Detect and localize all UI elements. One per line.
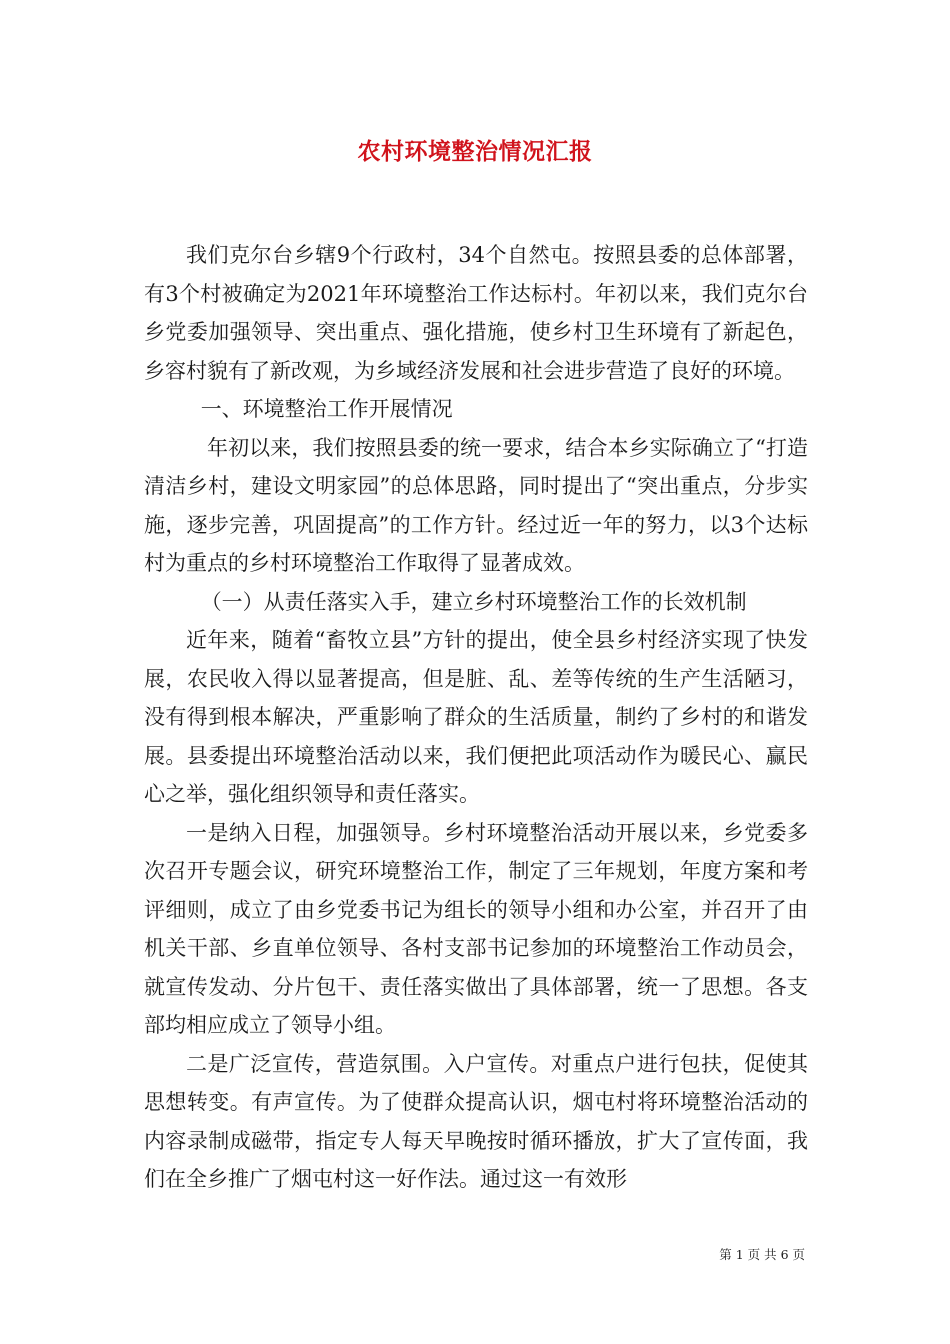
paragraph-point-one: 一是纳入日程，加强领导。乡村环境整治活动开展以来，乡党委多次召开专题会议，研究环境整治工作，制定了三年规划，年度方案和考评细则，成立了由乡党委书记为组长的领导小组和办公室，并召开了由机关干部、乡直单位领导、各村支部书记参加的环境整治工作动员会，就宣传发动、分片包干、责任落实做出了具体部署，统一了思想。各支部均相应成立了领导小组。 <box>144 820 808 1037</box>
paragraph-point-two: 二是广泛宣传，营造氛围。入户宣传。对重点户进行包扶，促使其思想转变。有声宣传。为了使群众提高认识，烟屯村将环境整治活动的内容录制成磁带，指定专人每天早晚按时循环播放，扩大了宣传面，我们在全乡推广了烟屯村这一好作法。通过这一有效形 <box>144 1051 808 1191</box>
subsection-heading-1: （一）从责任落实入手，建立乡村环境整治工作的长效机制 <box>200 589 747 614</box>
page-number: 第 1 页 共 6 页 <box>719 1247 805 1262</box>
document-title: 农村环境整治情况汇报 <box>357 138 593 165</box>
document-body <box>144 236 808 1199</box>
section-heading-1: 一、环境整治工作开展情况 <box>200 397 453 421</box>
paragraph-overview: 年初以来，我们按照县委的统一要求，结合本乡实际确立了“打造清洁乡村，建设文明家园”的总体思路，同时提出了“突出重点，分步实施，逐步完善，巩固提高”的工作方针。经过近一年的努力，以3个达标村为重点的乡村环境整治工作取得了显著成效。 <box>144 435 808 575</box>
paragraph-intro: 我们克尔台乡辖9个行政村，34个自然屯。按照县委的总体部署，有3个村被确定为2021年环境整治工作达标村。年初以来，我们克尔台乡党委加强领导、突出重点、强化措施，使乡村卫生环境有了新起色，乡容村貌有了新改观，为乡域经济发展和社会进步营造了良好的环境。 <box>144 243 808 383</box>
paragraph-background: 近年来，随着“畜牧立县”方针的提出，使全县乡村经济实现了快发展，农民收入得以显著提高，但是脏、乱、差等传统的生产生活陋习，没有得到根本解决，严重影响了群众的生活质量，制约了乡村的和谐发展。县委提出环境整治活动以来，我们便把此项活动作为暖民心、赢民心之举，强化组织领导和责任落实。 <box>144 628 808 806</box>
